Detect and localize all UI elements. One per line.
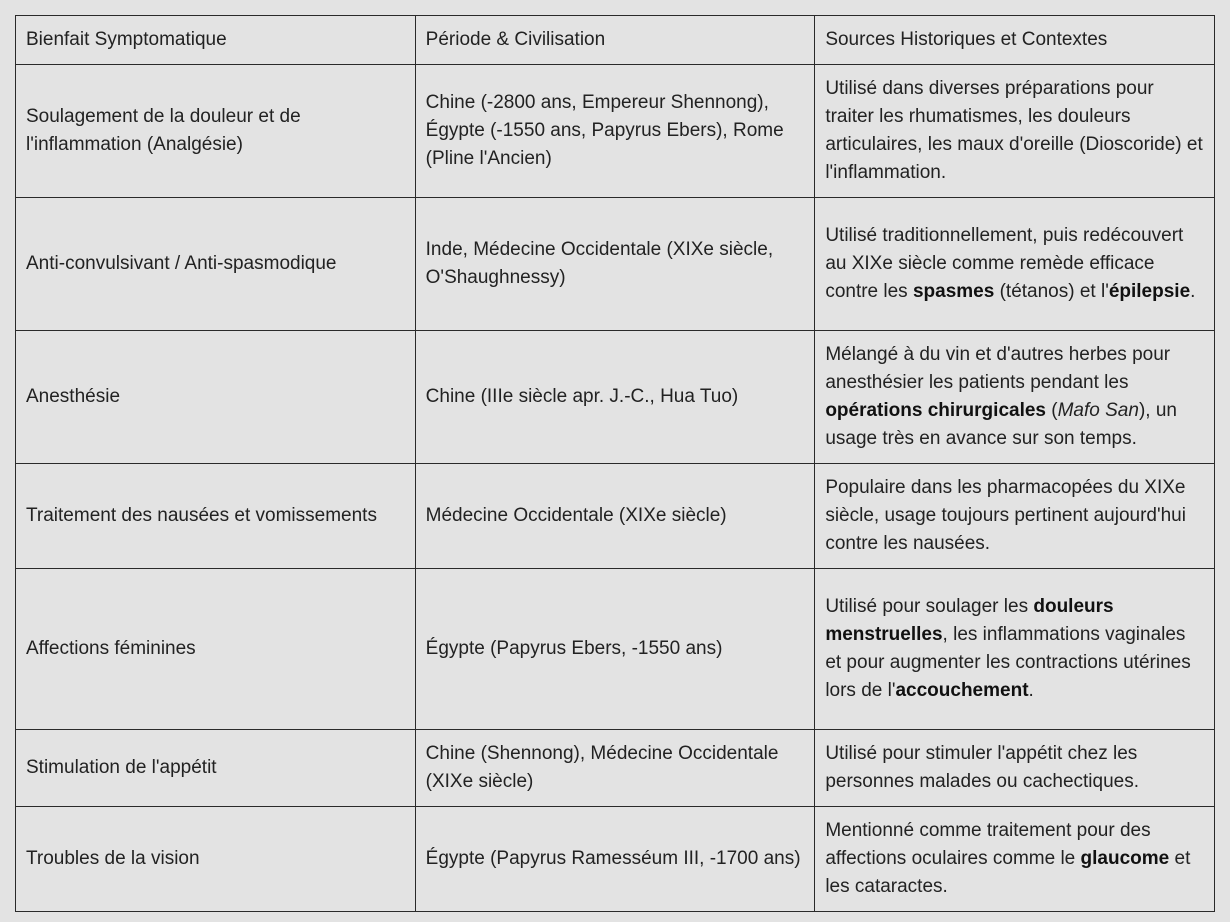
table-header-row xyxy=(16,16,1215,65)
table-row xyxy=(16,464,1215,569)
emphasis-text: spasmes xyxy=(912,281,995,302)
cell-source xyxy=(815,198,1215,331)
cell-benefit: Anesthésie xyxy=(16,331,416,464)
cell-source xyxy=(815,730,1215,807)
table-row xyxy=(16,65,1215,198)
history-table xyxy=(15,15,1215,912)
table-row xyxy=(16,730,1215,807)
table-row xyxy=(16,569,1215,730)
cell-benefit: Anti-convulsivant / Anti-spasmodique xyxy=(16,198,416,331)
cell-benefit: Troubles de la vision xyxy=(16,807,416,912)
source-text: , les inflammations vaginales et pour augmenter les contractions utérines lors de l' xyxy=(825,624,1191,701)
source-text: Utilisé pour stimuler l'appétit chez les personnes malades ou cachectiques. xyxy=(825,743,1140,792)
source-text: ( xyxy=(1046,400,1058,421)
emphasis-text: opérations chirurgicales xyxy=(825,400,1046,421)
cell-benefit: Stimulation de l'appétit xyxy=(16,730,416,807)
header-period: Période & Civilisation xyxy=(415,16,815,65)
header-sources: Sources Historiques et Contextes xyxy=(815,16,1215,65)
header-benefit: Bienfait Symptomatique xyxy=(16,16,416,65)
source-text: et les cataractes. xyxy=(825,848,1191,897)
italic-text: Mafo San xyxy=(1057,400,1139,421)
source-text: Mentionné comme traitement pour des affections oculaires comme le xyxy=(825,820,1151,869)
emphasis-text: épilepsie xyxy=(1108,281,1191,302)
cell-period: Inde, Médecine Occidentale (XIXe siècle, O'Shaughnessy) xyxy=(415,198,815,331)
cell-source xyxy=(815,331,1215,464)
source-text: Utilisé traditionnellement, puis redécouvert au XIXe siècle comme remède efficace contre les xyxy=(825,225,1184,302)
cell-period: Égypte (Papyrus Ebers, -1550 ans) xyxy=(415,569,815,730)
cell-period: Égypte (Papyrus Ramesséum III, -1700 ans) xyxy=(415,807,815,912)
cell-source xyxy=(815,464,1215,569)
emphasis-text: accouchement xyxy=(895,680,1029,701)
cell-source xyxy=(815,65,1215,198)
emphasis-text: glaucome xyxy=(1080,848,1170,869)
table-container xyxy=(15,15,1215,912)
source-text: Utilisé pour soulager les xyxy=(825,596,1034,617)
cell-period: Médecine Occidentale (XIXe siècle) xyxy=(415,464,815,569)
source-text: ), un usage très en avance sur son temps. xyxy=(825,400,1177,449)
cell-benefit: Traitement des nausées et vomissements xyxy=(16,464,416,569)
table-row xyxy=(16,198,1215,331)
source-text: . xyxy=(1190,281,1196,302)
emphasis-text: douleurs menstruelles xyxy=(825,596,1114,645)
source-text: Utilisé dans diverses préparations pour traiter les rhumatismes, les douleurs articulaires, les maux d'oreille (Dioscoride) et l'inflammation. xyxy=(825,78,1203,183)
source-text: . xyxy=(1028,680,1034,701)
source-text: Mélangé à du vin et d'autres herbes pour anesthésier les patients pendant les xyxy=(825,344,1171,393)
cell-period: Chine (IIIe siècle apr. J.-C., Hua Tuo) xyxy=(415,331,815,464)
cell-period: Chine (Shennong), Médecine Occidentale (XIXe siècle) xyxy=(415,730,815,807)
table-row xyxy=(16,331,1215,464)
cell-period: Chine (-2800 ans, Empereur Shennong), Égypte (-1550 ans, Papyrus Ebers), Rome (Pline l'Ancien) xyxy=(415,65,815,198)
cell-benefit: Affections féminines xyxy=(16,569,416,730)
cell-source xyxy=(815,569,1215,730)
cell-benefit: Soulagement de la douleur et de l'inflammation (Analgésie) xyxy=(16,65,416,198)
cell-source xyxy=(815,807,1215,912)
source-text: (tétanos) et l' xyxy=(994,281,1109,302)
source-text: Populaire dans les pharmacopées du XIXe siècle, usage toujours pertinent aujourd'hui contre les nausées. xyxy=(825,477,1186,554)
table-row xyxy=(16,807,1215,912)
